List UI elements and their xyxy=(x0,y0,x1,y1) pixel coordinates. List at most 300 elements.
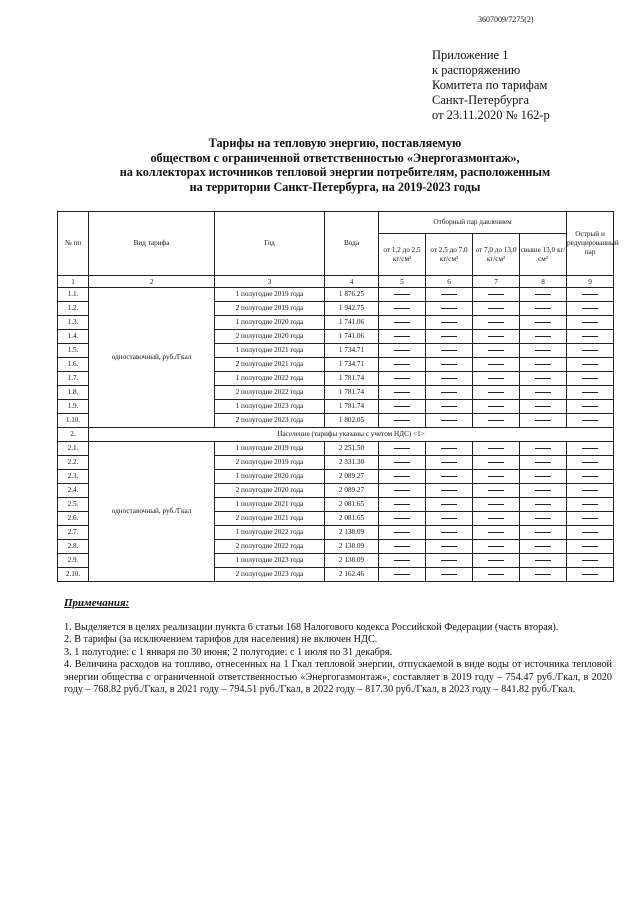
col-number: 1 xyxy=(58,276,89,288)
empty-value-cell xyxy=(473,372,520,386)
water-tariff-cell: 1 734.71 xyxy=(325,344,379,358)
col-number: 8 xyxy=(520,276,567,288)
tariff-type-cell: одноставочный, руб./Гкал xyxy=(89,442,215,582)
row-number: 1.1. xyxy=(58,288,89,302)
water-tariff-cell: 1 802.05 xyxy=(325,414,379,428)
empty-value-cell xyxy=(379,344,426,358)
dash-mark xyxy=(441,378,457,379)
dash-mark xyxy=(582,420,598,421)
empty-value-cell xyxy=(379,456,426,470)
dash-mark xyxy=(488,560,504,561)
dash-mark xyxy=(535,476,551,477)
empty-value-cell xyxy=(426,470,473,484)
empty-value-cell xyxy=(379,358,426,372)
dash-mark xyxy=(582,490,598,491)
dash-mark xyxy=(535,574,551,575)
empty-value-cell xyxy=(379,554,426,568)
title-line: обществом с ограниченной ответственностью «Энергогазмонтаж», xyxy=(150,150,520,165)
section-label: Население (тарифы указаны с учетом НДС) <1> xyxy=(89,428,614,442)
dash-mark xyxy=(582,476,598,477)
row-number: 2.7. xyxy=(58,526,89,540)
dash-mark xyxy=(488,294,504,295)
row-number: 2.2. xyxy=(58,456,89,470)
dash-mark xyxy=(582,546,598,547)
dash-mark xyxy=(441,392,457,393)
dash-mark xyxy=(488,532,504,533)
dash-mark xyxy=(441,532,457,533)
dash-mark xyxy=(488,574,504,575)
dash-mark xyxy=(394,420,410,421)
dash-mark xyxy=(394,364,410,365)
empty-value-cell xyxy=(567,400,614,414)
dash-mark xyxy=(441,420,457,421)
dash-mark xyxy=(582,518,598,519)
water-tariff-cell: 1 876.25 xyxy=(325,288,379,302)
empty-value-cell xyxy=(426,512,473,526)
water-tariff-cell: 1 734.71 xyxy=(325,358,379,372)
dash-mark xyxy=(394,322,410,323)
notes-list xyxy=(64,622,612,696)
row-number: 2.9. xyxy=(58,554,89,568)
dash-mark xyxy=(535,406,551,407)
period-cell: 1 полугодие 2022 года xyxy=(215,526,325,540)
empty-value-cell xyxy=(379,526,426,540)
period-cell: 2 полугодие 2022 года xyxy=(215,540,325,554)
row-number: 2.3. xyxy=(58,470,89,484)
empty-value-cell xyxy=(567,512,614,526)
dash-mark xyxy=(535,420,551,421)
dash-mark xyxy=(441,308,457,309)
dash-mark xyxy=(535,294,551,295)
row-number: 1.6. xyxy=(58,358,89,372)
empty-value-cell xyxy=(520,372,567,386)
empty-value-cell xyxy=(379,540,426,554)
period-cell: 1 полугодие 2022 года xyxy=(215,372,325,386)
period-cell: 1 полугодие 2021 года xyxy=(215,498,325,512)
dash-mark xyxy=(582,574,598,575)
dash-mark xyxy=(394,308,410,309)
dash-mark xyxy=(582,504,598,505)
row-number: 2.10. xyxy=(58,568,89,582)
row-number: 1.9. xyxy=(58,400,89,414)
dash-mark xyxy=(582,350,598,351)
empty-value-cell xyxy=(567,414,614,428)
dash-mark xyxy=(535,532,551,533)
empty-value-cell xyxy=(520,568,567,582)
period-cell: 2 полугодие 2020 года xyxy=(215,484,325,498)
empty-value-cell xyxy=(473,498,520,512)
tariff-type-cell: одноставочный, руб./Гкал xyxy=(89,288,215,428)
dash-mark xyxy=(582,462,598,463)
dash-mark xyxy=(582,308,598,309)
empty-value-cell xyxy=(473,540,520,554)
dash-mark xyxy=(535,378,551,379)
note-item: 3. 1 полугодие: с 1 января по 30 июня; 2 полугодие: с 1 июля по 31 декабря. xyxy=(64,646,393,658)
dash-mark xyxy=(582,406,598,407)
dash-mark xyxy=(535,322,551,323)
row-number: 1.2. xyxy=(58,302,89,316)
title-line: Тарифы на тепловую энергию, поставляемую xyxy=(208,136,462,150)
empty-value-cell xyxy=(520,512,567,526)
period-cell: 2 полугодие 2023 года xyxy=(215,414,325,428)
empty-value-cell xyxy=(567,330,614,344)
dash-mark xyxy=(488,518,504,519)
empty-value-cell xyxy=(567,498,614,512)
empty-value-cell xyxy=(426,316,473,330)
empty-value-cell xyxy=(473,386,520,400)
period-cell: 2 полугодие 2021 года xyxy=(215,358,325,372)
tariff-table xyxy=(57,211,619,582)
appendix-line: Приложение 1 xyxy=(432,48,509,62)
note-item: 4. Величина расходов на топливо, отнесенных на 1 Гкал тепловой энергии, отпускаемой в виде воды от источника тепловой энергии общества с ограниченной ответственностью «Энергогазмонтаж», составляет в 2019 году – 754.47 руб./Гкал, в 2020 году – 768.82 руб./Гкал, в 2021 году – 794.51 руб./Гкал, в 2022 году – 817.30 руб./Гкал, в 2023 году – 841.82 руб./Гкал. xyxy=(64,659,612,696)
empty-value-cell xyxy=(426,288,473,302)
col-number: 9 xyxy=(567,276,614,288)
water-tariff-cell: 2 331.30 xyxy=(325,456,379,470)
dash-mark xyxy=(394,518,410,519)
empty-value-cell xyxy=(379,316,426,330)
empty-value-cell xyxy=(567,302,614,316)
dash-mark xyxy=(488,490,504,491)
water-tariff-cell: 2 138.09 xyxy=(325,540,379,554)
period-cell: 2 полугодие 2023 года xyxy=(215,568,325,582)
empty-value-cell xyxy=(379,414,426,428)
dash-mark xyxy=(535,308,551,309)
dash-mark xyxy=(535,462,551,463)
dash-mark xyxy=(582,336,598,337)
dash-mark xyxy=(441,406,457,407)
empty-value-cell xyxy=(567,344,614,358)
empty-value-cell xyxy=(426,526,473,540)
dash-mark xyxy=(441,546,457,547)
empty-value-cell xyxy=(426,386,473,400)
empty-value-cell xyxy=(426,414,473,428)
document-number: 3607009/7275(2) xyxy=(478,15,534,24)
appendix-line: к распоряжению xyxy=(432,63,521,77)
dash-mark xyxy=(394,448,410,449)
header-water: Вода xyxy=(325,212,379,276)
period-cell: 1 полугодие 2020 года xyxy=(215,316,325,330)
dash-mark xyxy=(582,294,598,295)
empty-value-cell xyxy=(567,288,614,302)
empty-value-cell xyxy=(473,288,520,302)
period-cell: 1 полугодие 2019 года xyxy=(215,288,325,302)
period-cell: 1 полугодие 2023 года xyxy=(215,554,325,568)
period-cell: 2 полугодие 2020 года xyxy=(215,330,325,344)
row-number: 1.3. xyxy=(58,316,89,330)
dash-mark xyxy=(441,294,457,295)
empty-value-cell xyxy=(426,554,473,568)
empty-value-cell xyxy=(379,512,426,526)
col-number: 6 xyxy=(426,276,473,288)
dash-mark xyxy=(488,448,504,449)
empty-value-cell xyxy=(379,470,426,484)
dash-mark xyxy=(441,448,457,449)
empty-value-cell xyxy=(426,372,473,386)
dash-mark xyxy=(441,490,457,491)
title-line: на территории Санкт-Петербурга, на 2019-2023 годы xyxy=(189,179,481,194)
empty-value-cell xyxy=(379,568,426,582)
period-cell: 2 полугодие 2019 года xyxy=(215,302,325,316)
empty-value-cell xyxy=(473,414,520,428)
dash-mark xyxy=(441,504,457,505)
notes-title: Примечания: xyxy=(64,597,130,609)
section-number: 2. xyxy=(58,428,89,442)
dash-mark xyxy=(488,336,504,337)
water-tariff-cell: 2 162.46 xyxy=(325,568,379,582)
dash-mark xyxy=(535,490,551,491)
dash-mark xyxy=(441,322,457,323)
empty-value-cell xyxy=(567,386,614,400)
dash-mark xyxy=(488,476,504,477)
dash-mark xyxy=(535,448,551,449)
empty-value-cell xyxy=(379,330,426,344)
note-item: 2. В тарифы (за исключением тарифов для населения) не включен НДС. xyxy=(64,634,378,646)
header-tariff-type: Вид тарифа xyxy=(89,212,215,276)
water-tariff-cell: 1 741.06 xyxy=(325,330,379,344)
period-cell: 2 полугодие 2019 года xyxy=(215,456,325,470)
dash-mark xyxy=(535,560,551,561)
empty-value-cell xyxy=(520,302,567,316)
dash-mark xyxy=(488,504,504,505)
dash-mark xyxy=(441,462,457,463)
dash-mark xyxy=(535,504,551,505)
empty-value-cell xyxy=(520,344,567,358)
empty-value-cell xyxy=(379,498,426,512)
empty-value-cell xyxy=(473,442,520,456)
empty-value-cell xyxy=(567,470,614,484)
empty-value-cell xyxy=(379,400,426,414)
header-steam-4: свыше 13,0 кг/см² xyxy=(520,234,567,276)
empty-value-cell xyxy=(379,386,426,400)
empty-value-cell xyxy=(473,344,520,358)
empty-value-cell xyxy=(567,568,614,582)
dash-mark xyxy=(582,448,598,449)
row-number: 1.10. xyxy=(58,414,89,428)
dash-mark xyxy=(394,476,410,477)
empty-value-cell xyxy=(426,344,473,358)
water-tariff-cell: 2 251.50 xyxy=(325,442,379,456)
header-year: Год xyxy=(215,212,325,276)
dash-mark xyxy=(535,546,551,547)
table-row xyxy=(58,442,614,456)
dash-mark xyxy=(441,336,457,337)
dash-mark xyxy=(582,378,598,379)
period-cell: 1 полугодие 2019 года xyxy=(215,442,325,456)
appendix-block xyxy=(432,48,550,123)
dash-mark xyxy=(488,350,504,351)
empty-value-cell xyxy=(520,400,567,414)
empty-value-cell xyxy=(520,358,567,372)
dash-mark xyxy=(488,406,504,407)
period-cell: 1 полугодие 2020 года xyxy=(215,470,325,484)
dash-mark xyxy=(394,350,410,351)
empty-value-cell xyxy=(520,330,567,344)
empty-value-cell xyxy=(426,540,473,554)
empty-value-cell xyxy=(426,484,473,498)
row-number: 2.6. xyxy=(58,512,89,526)
dash-mark xyxy=(441,476,457,477)
water-tariff-cell: 1 781.74 xyxy=(325,386,379,400)
row-number: 2.8. xyxy=(58,540,89,554)
empty-value-cell xyxy=(567,526,614,540)
empty-value-cell xyxy=(473,316,520,330)
col-number: 7 xyxy=(473,276,520,288)
dash-mark xyxy=(441,350,457,351)
water-tariff-cell: 2 138.09 xyxy=(325,526,379,540)
header-steam-2: от 2,5 до 7,0 кг/см² xyxy=(426,234,473,276)
empty-value-cell xyxy=(520,316,567,330)
note-item: 1. Выделяется в целях реализации пункта 6 статьи 168 Налогового кодекса Российской Федерации (часть вторая). xyxy=(64,622,559,633)
empty-value-cell xyxy=(473,554,520,568)
empty-value-cell xyxy=(426,358,473,372)
empty-value-cell xyxy=(426,568,473,582)
dash-mark xyxy=(488,378,504,379)
dash-mark xyxy=(488,392,504,393)
row-number: 2.5. xyxy=(58,498,89,512)
empty-value-cell xyxy=(426,442,473,456)
empty-value-cell xyxy=(567,540,614,554)
empty-value-cell xyxy=(520,288,567,302)
document-title xyxy=(60,136,610,194)
empty-value-cell xyxy=(473,512,520,526)
empty-value-cell xyxy=(426,456,473,470)
row-number: 1.8. xyxy=(58,386,89,400)
dash-mark xyxy=(394,462,410,463)
table-row xyxy=(58,288,614,302)
empty-value-cell xyxy=(473,330,520,344)
header-steam-3: от 7,0 до 13,0 кг/см² xyxy=(473,234,520,276)
col-number: 3 xyxy=(215,276,325,288)
dash-mark xyxy=(394,560,410,561)
dash-mark xyxy=(394,406,410,407)
dash-mark xyxy=(441,560,457,561)
dash-mark xyxy=(535,518,551,519)
water-tariff-cell: 2 081.65 xyxy=(325,512,379,526)
water-tariff-cell: 2 138.09 xyxy=(325,554,379,568)
col-number: 4 xyxy=(325,276,379,288)
empty-value-cell xyxy=(473,568,520,582)
dash-mark xyxy=(582,560,598,561)
dash-mark xyxy=(582,532,598,533)
empty-value-cell xyxy=(379,484,426,498)
empty-value-cell xyxy=(379,302,426,316)
dash-mark xyxy=(441,518,457,519)
row-number: 1.7. xyxy=(58,372,89,386)
dash-mark xyxy=(394,532,410,533)
row-number: 2.4. xyxy=(58,484,89,498)
empty-value-cell xyxy=(567,358,614,372)
dash-mark xyxy=(535,392,551,393)
dash-mark xyxy=(488,364,504,365)
col-number: 5 xyxy=(379,276,426,288)
empty-value-cell xyxy=(379,442,426,456)
water-tariff-cell: 2 089.27 xyxy=(325,484,379,498)
dash-mark xyxy=(488,462,504,463)
period-cell: 2 полугодие 2021 года xyxy=(215,512,325,526)
empty-value-cell xyxy=(426,302,473,316)
dash-mark xyxy=(488,308,504,309)
dash-mark xyxy=(394,336,410,337)
empty-value-cell xyxy=(520,456,567,470)
dash-mark xyxy=(535,336,551,337)
empty-value-cell xyxy=(520,554,567,568)
header-sharp-steam: Острый и редуцированный пар xyxy=(567,212,614,276)
dash-mark xyxy=(488,420,504,421)
period-cell: 2 полугодие 2022 года xyxy=(215,386,325,400)
water-tariff-cell: 1 942.75 xyxy=(325,302,379,316)
appendix-line: Комитета по тарифам xyxy=(432,78,548,92)
empty-value-cell xyxy=(520,386,567,400)
dash-mark xyxy=(582,322,598,323)
row-number: 1.5. xyxy=(58,344,89,358)
empty-value-cell xyxy=(567,316,614,330)
empty-value-cell xyxy=(473,302,520,316)
dash-mark xyxy=(488,546,504,547)
empty-value-cell xyxy=(520,526,567,540)
empty-value-cell xyxy=(520,498,567,512)
appendix-line: от 23.11.2020 № 162-р xyxy=(432,108,550,122)
empty-value-cell xyxy=(379,372,426,386)
title-line: на коллекторах источников тепловой энергии потребителям, расположенным xyxy=(119,165,551,179)
dash-mark xyxy=(394,546,410,547)
dash-mark xyxy=(394,490,410,491)
empty-value-cell xyxy=(426,498,473,512)
dash-mark xyxy=(582,364,598,365)
empty-value-cell xyxy=(567,442,614,456)
empty-value-cell xyxy=(473,358,520,372)
dash-mark xyxy=(488,322,504,323)
period-cell: 1 полугодие 2021 года xyxy=(215,344,325,358)
section-row xyxy=(58,428,614,442)
dash-mark xyxy=(535,350,551,351)
empty-value-cell xyxy=(520,470,567,484)
appendix-line: Санкт-Петербурга xyxy=(432,93,530,107)
dash-mark xyxy=(394,378,410,379)
empty-value-cell xyxy=(520,414,567,428)
water-tariff-cell: 2 089.27 xyxy=(325,470,379,484)
empty-value-cell xyxy=(379,288,426,302)
dash-mark xyxy=(441,364,457,365)
empty-value-cell xyxy=(473,470,520,484)
dash-mark xyxy=(394,574,410,575)
empty-value-cell xyxy=(567,554,614,568)
water-tariff-cell: 2 081.65 xyxy=(325,498,379,512)
header-num: № пп xyxy=(58,212,89,276)
row-number: 1.4. xyxy=(58,330,89,344)
dash-mark xyxy=(394,294,410,295)
empty-value-cell xyxy=(520,540,567,554)
row-number: 2.1. xyxy=(58,442,89,456)
water-tariff-cell: 1 741.06 xyxy=(325,316,379,330)
col-number: 2 xyxy=(89,276,215,288)
empty-value-cell xyxy=(520,442,567,456)
dash-mark xyxy=(535,364,551,365)
empty-value-cell xyxy=(567,372,614,386)
dash-mark xyxy=(582,392,598,393)
dash-mark xyxy=(441,574,457,575)
header-steam-group: Отборный пар давлением xyxy=(379,212,567,234)
empty-value-cell xyxy=(520,484,567,498)
empty-value-cell xyxy=(473,400,520,414)
period-cell: 1 полугодие 2023 года xyxy=(215,400,325,414)
empty-value-cell xyxy=(473,526,520,540)
water-tariff-cell: 1 781.74 xyxy=(325,400,379,414)
empty-value-cell xyxy=(426,330,473,344)
empty-value-cell xyxy=(426,400,473,414)
empty-value-cell xyxy=(473,456,520,470)
empty-value-cell xyxy=(567,456,614,470)
empty-value-cell xyxy=(567,484,614,498)
